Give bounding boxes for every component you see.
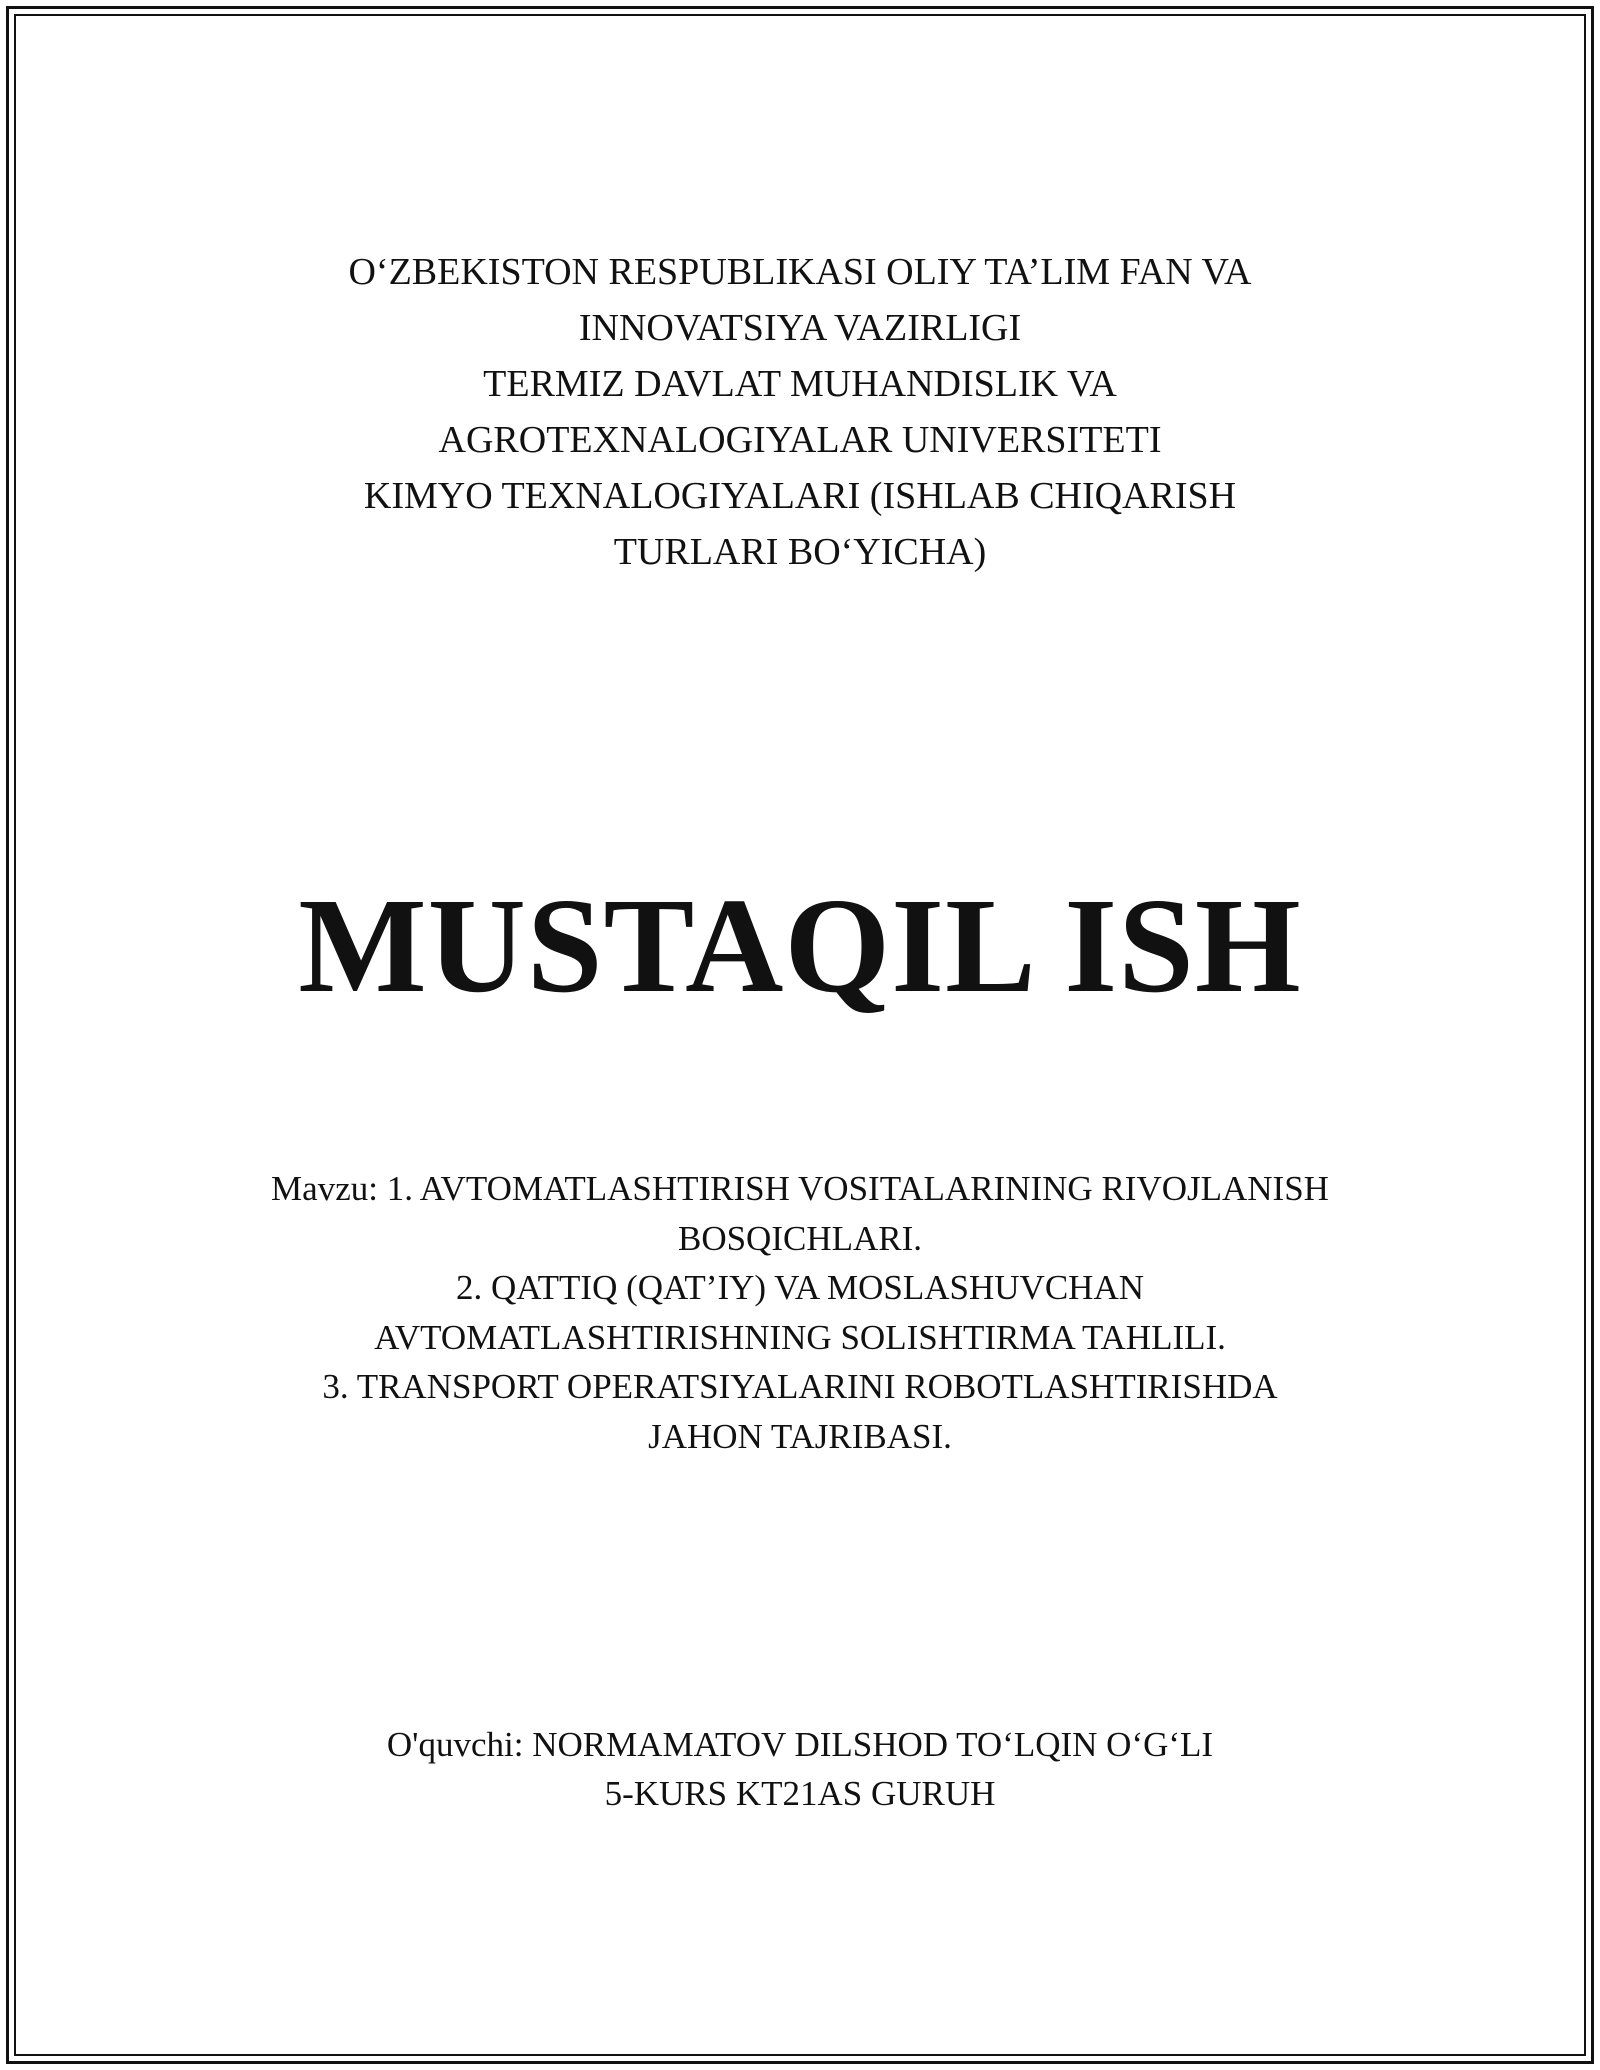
student-name: O'quvchi: NORMAMATOV DILSHOD TO‘LQIN O‘G‘LI [386,1725,1214,1764]
topic-line: BOSQICHLARI. [677,1218,923,1258]
document-title: MUSTAQIL ISH [298,871,1302,1021]
institution-header [0,244,1600,580]
header-line: O‘ZBEKISTON RESPUBLIKASI OLIY TA’LIM FAN VA [348,251,1252,293]
header-line: AGROTEXNALOGIYALAR UNIVERSITETI [438,419,1162,461]
student-group: 5-KURS KT21AS GURUH [604,1774,996,1813]
topic-section [0,1164,1600,1461]
topic-line: 2. QATTIQ (QAT’IY) VA MOSLASHUVCHAN [455,1268,1145,1307]
header-line: TERMIZ DAVLAT MUHANDISLIK VA [483,363,1117,405]
topic-line: Mavzu: 1. AVTOMATLASHTIRISH VOSITALARINING RIVOJLANISH [271,1169,1329,1208]
topic-line: AVTOMATLASHTIRISHNING SOLISHTIRMA TAHLILI. [374,1317,1226,1357]
header-line: TURLARI BO‘YICHA) [613,531,987,573]
header-line: KIMYO TEXNALOGIYALARI (ISHLAB CHIQARISH [363,475,1237,517]
header-line: INNOVATSIYA VAZIRLIGI [578,307,1022,349]
topic-line: JAHON TAJRIBASI. [648,1416,952,1456]
topic-line: 3. TRANSPORT OPERATSIYALARINI ROBOTLASHTIRISHDA [322,1367,1278,1406]
student-info [0,1720,1600,1818]
